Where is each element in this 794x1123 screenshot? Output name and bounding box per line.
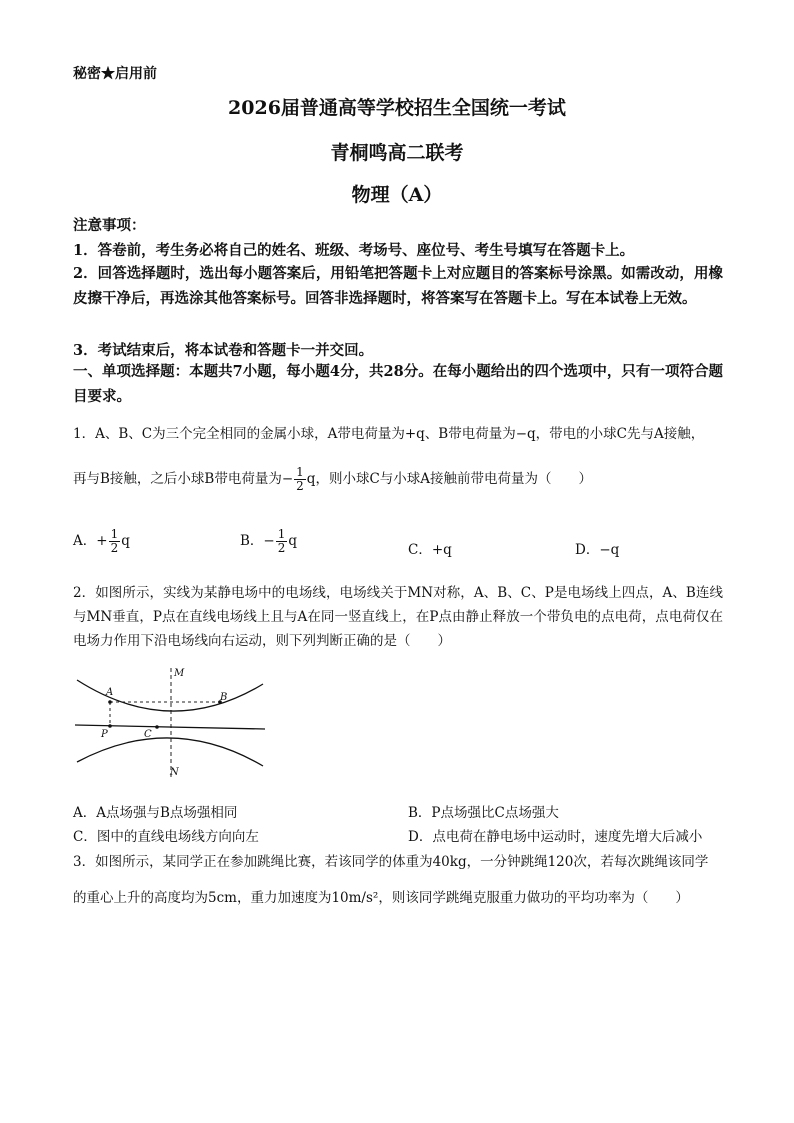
q1-fraction [294, 466, 306, 493]
q1-option-a [73, 528, 130, 555]
q2-option-b: B．P点场强比C点场强大 [408, 805, 559, 821]
exam-title: 2026届普通高等学校招生全国统一考试 [228, 97, 566, 119]
label-b: B [220, 692, 228, 703]
point-c-dot [155, 725, 159, 729]
q2-option-d: D．点电荷在静电场中运动时，速度先增大后减小 [408, 829, 703, 845]
q2-option-a: A．A点场强与B点场强相同 [73, 805, 238, 821]
frac-den: 2 [110, 541, 119, 555]
q3-line1: 3．如图所示，某同学正在参加跳绳比赛，若该同学的体重为40kg，一分钟跳绳120次，若每次跳绳该同学 [73, 854, 709, 870]
frac-num: 1 [110, 527, 119, 541]
label-p: P [101, 729, 108, 740]
label-n: N [170, 767, 179, 778]
note-item-1: 1．答卷前，考生务必将自己的姓名、班级、考场号、座位号、考生号填写在答题卡上。 [73, 242, 635, 259]
q1-option-d: D．−q [575, 542, 620, 558]
frac-num: 1 [277, 527, 286, 541]
q1-option-b [240, 528, 297, 555]
q1-line2 [73, 466, 592, 493]
opt-b-prefix: B．− [240, 533, 275, 549]
lower-field-line [77, 738, 263, 766]
q1-line2-start: 再与B接触，之后小球B带电荷量为− [73, 471, 294, 487]
confidential-label: 秘密★启用前 [73, 66, 157, 82]
q1-option-c: C．+q [408, 542, 452, 558]
frac-den: 2 [296, 479, 304, 493]
opt-a-prefix: A．+ [73, 533, 108, 549]
q1-line2-end: q，则小球C与小球A接触前带电荷量为（ ） [306, 471, 593, 487]
note-item-3: 3．考试结束后，将本试卷和答题卡一并交回。 [73, 342, 374, 359]
q2-text: 2．如图所示，实线为某静电场中的电场线，电场线关于MN对称，A、B、C、P是电场线上四点，A、B连线与MN垂直，P点在直线电场线上且与A在同一竖直线上，在P点由静止释放一个带负电的点电荷，点电荷仅在电场力作用下沿电场线向右运动，则下列判断正确的是（ ） [73, 585, 723, 649]
q3-line2: 的重心上升的高度均为5cm，重力加速度为10m/s²，则该同学跳绳克服重力做功的平均功率为（ ） [73, 890, 689, 906]
section-1-title: 一、单项选择题：本题共7小题，每小题4分，共28分。在每小题给出的四个选项中，只有一项符合题目要求。 [73, 363, 723, 405]
note-item-2: 2．回答选择题时，选出每小题答案后，用铅笔把答题卡上对应题目的答案标号涂黑。如需改动，用橡皮擦干净后，再选涂其他答案标号。回答非选择题时，将答案写在答题卡上。写在本试卷上无效。 [73, 265, 723, 307]
q2-option-c: C．图中的直线电场线方向向左 [73, 829, 259, 845]
label-c: C [144, 729, 152, 740]
point-p-dot [108, 724, 112, 728]
opt-b-fraction [276, 528, 288, 555]
exam-subtitle: 青桐鸣高二联考 [330, 142, 464, 164]
electric-field-diagram [75, 662, 265, 784]
opt-a-fraction [109, 528, 121, 555]
label-a: A [106, 687, 114, 698]
upper-field-line [77, 680, 263, 711]
frac-den: 2 [277, 541, 286, 555]
notes-heading: 注意事项： [73, 217, 146, 234]
subject-title: 物理（A） [351, 184, 443, 206]
label-m: M [174, 668, 185, 679]
q1-line1: 1．A、B、C为三个完全相同的金属小球，A带电荷量为+q、B带电荷量为−q，带电的小球C先与A接触， [73, 426, 705, 442]
opt-b-suffix: q [288, 533, 298, 549]
opt-a-suffix: q [121, 533, 130, 549]
frac-num: 1 [296, 465, 304, 479]
point-a-dot [108, 700, 112, 704]
